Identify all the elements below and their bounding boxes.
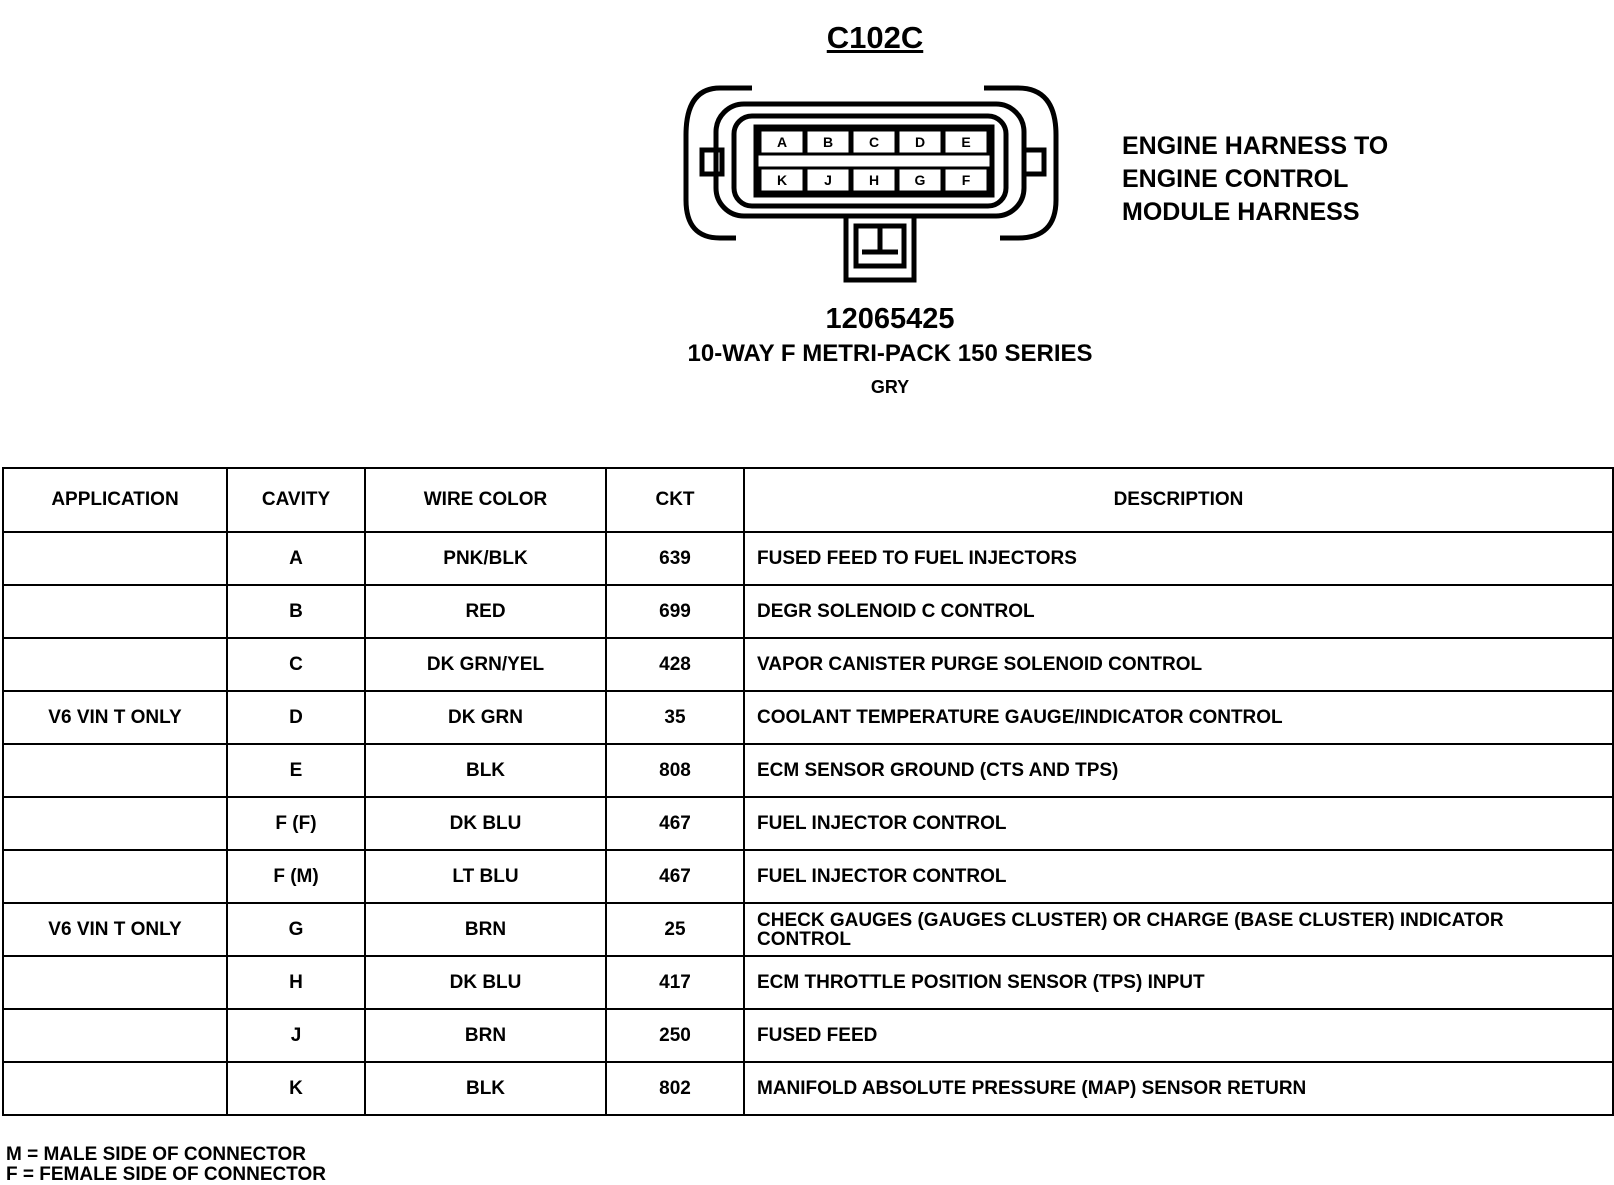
cell-wire-color: DK BLU	[365, 956, 606, 1009]
cell-application	[3, 1009, 227, 1062]
cell-cavity: G	[227, 903, 365, 956]
cell-wire-color: DK GRN	[365, 691, 606, 744]
cell-wire-color: PNK/BLK	[365, 532, 606, 585]
table-row	[3, 532, 1613, 585]
cell-cavity: K	[227, 1062, 365, 1115]
cell-application	[3, 744, 227, 797]
cell-ckt: 802	[606, 1062, 744, 1115]
left-tab-shape	[702, 150, 722, 174]
table-header-row	[3, 468, 1613, 532]
cell-wire-color: BLK	[365, 744, 606, 797]
cell-ckt: 35	[606, 691, 744, 744]
cell-description: FUEL INJECTOR CONTROL	[744, 850, 1613, 903]
cell-wire-color: RED	[365, 585, 606, 638]
cell-cavity: H	[227, 956, 365, 1009]
cell-ckt: 699	[606, 585, 744, 638]
cavity-label: C	[868, 134, 880, 150]
cell-application	[3, 850, 227, 903]
cell-ckt: 417	[606, 956, 744, 1009]
connector-title: C102C	[826, 20, 924, 55]
cell-wire-color: BRN	[365, 903, 606, 956]
cell-application	[3, 956, 227, 1009]
table-row	[3, 1009, 1613, 1062]
cell-wire-color: LT BLU	[365, 850, 606, 903]
cell-application: V6 VIN T ONLY	[3, 903, 227, 956]
cell-description: COOLANT TEMPERATURE GAUGE/INDICATOR CONTROL	[744, 691, 1613, 744]
cell-wire-color: DK BLU	[365, 797, 606, 850]
cell-cavity: D	[227, 691, 365, 744]
table-row	[3, 903, 1613, 956]
cell-cavity: J	[227, 1009, 365, 1062]
table-row	[3, 638, 1613, 691]
header-ckt: CKT	[606, 468, 744, 532]
cell-ckt: 467	[606, 797, 744, 850]
cell-application	[3, 797, 227, 850]
cell-cavity: E	[227, 744, 365, 797]
table-row	[3, 691, 1613, 744]
cell-description: FUSED FEED TO FUEL INJECTORS	[744, 532, 1613, 585]
cell-description: ECM SENSOR GROUND (CTS AND TPS)	[744, 744, 1613, 797]
cell-cavity: F (F)	[227, 797, 365, 850]
header-description: DESCRIPTION	[744, 468, 1613, 532]
table-row	[3, 585, 1613, 638]
connector-color: GRY	[870, 377, 910, 397]
cell-application	[3, 1062, 227, 1115]
header-wire-color: WIRE COLOR	[365, 468, 606, 532]
cell-cavity: F (M)	[227, 850, 365, 903]
cell-cavity: C	[227, 638, 365, 691]
part-number: 12065425	[825, 303, 955, 335]
table-row	[3, 850, 1613, 903]
cell-application	[3, 532, 227, 585]
legend-notes	[6, 1145, 326, 1185]
cell-cavity: B	[227, 585, 365, 638]
table-row	[3, 744, 1613, 797]
cell-ckt: 250	[606, 1009, 744, 1062]
cell-application: V6 VIN T ONLY	[3, 691, 227, 744]
cavity-label: J	[824, 172, 832, 188]
header-cavity: CAVITY	[227, 468, 365, 532]
cavity-label: G	[914, 172, 926, 188]
cavity-label: H	[868, 172, 880, 188]
table-row	[3, 1062, 1613, 1115]
cell-ckt: 639	[606, 532, 744, 585]
cell-description: VAPOR CANISTER PURGE SOLENOID CONTROL	[744, 638, 1613, 691]
cell-wire-color: BRN	[365, 1009, 606, 1062]
connector-body-outer	[716, 104, 1024, 216]
cell-cavity: A	[227, 532, 365, 585]
cell-application	[3, 638, 227, 691]
cell-wire-color: BLK	[365, 1062, 606, 1115]
cell-ckt: 467	[606, 850, 744, 903]
table-row	[3, 797, 1613, 850]
cell-ckt: 25	[606, 903, 744, 956]
right-tab-shape	[1024, 150, 1044, 174]
harness-description: ENGINE HARNESS TO ENGINE CONTROL MODULE HARNESS	[1122, 132, 1389, 226]
note-female: F = FEMALE SIDE OF CONNECTOR	[6, 1164, 327, 1185]
cavity-label: E	[961, 134, 971, 150]
cavity-label: F	[961, 172, 971, 188]
connector-series: 10-WAY F METRI-PACK 150 SERIES	[687, 340, 1093, 367]
cell-wire-color: DK GRN/YEL	[365, 638, 606, 691]
header-application: APPLICATION	[3, 468, 227, 532]
cell-ckt: 428	[606, 638, 744, 691]
cavity-label: K	[776, 172, 788, 188]
table-row	[3, 956, 1613, 1009]
cell-description: FUEL INJECTOR CONTROL	[744, 797, 1613, 850]
note-male: M = MALE SIDE OF CONNECTOR	[6, 1144, 306, 1165]
cell-description: CHECK GAUGES (GAUGES CLUSTER) OR CHARGE (BASE CLUSTER) INDICATOR CONTROL	[744, 903, 1613, 956]
cell-ckt: 808	[606, 744, 744, 797]
cell-description: ECM THROTTLE POSITION SENSOR (TPS) INPUT	[744, 956, 1613, 1009]
cell-description: FUSED FEED	[744, 1009, 1613, 1062]
cavity-label: B	[822, 134, 834, 150]
pinout-table	[2, 467, 1614, 1116]
cell-description: DEGR SOLENOID C CONTROL	[744, 585, 1613, 638]
cavity-label: D	[914, 134, 926, 150]
cavity-label: A	[776, 134, 788, 150]
cell-description: MANIFOLD ABSOLUTE PRESSURE (MAP) SENSOR RETURN	[744, 1062, 1613, 1115]
cell-application	[3, 585, 227, 638]
